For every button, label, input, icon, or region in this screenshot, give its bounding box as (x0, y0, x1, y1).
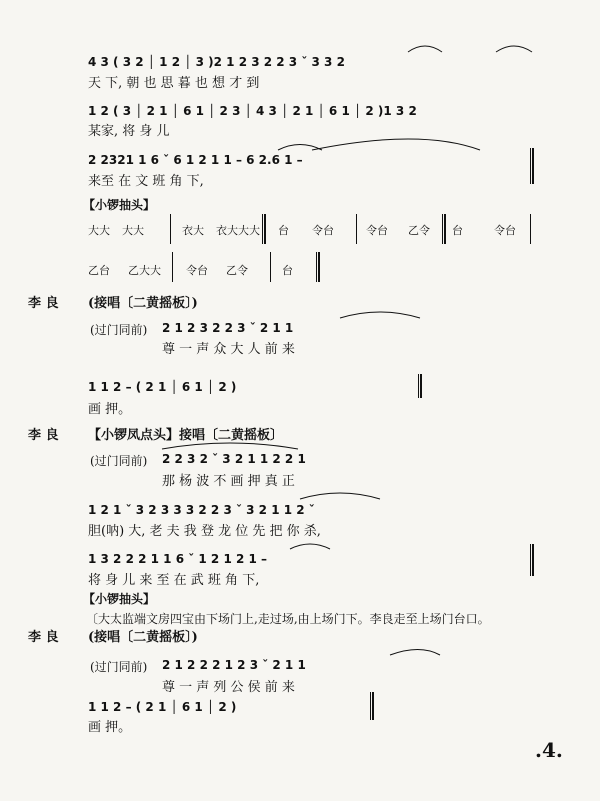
notation-row-8: 1 3 2 2 2 1 1 6 ˇ 1 2 1 2 1 – (88, 552, 268, 566)
stage-direction: 〔大太监端文房四宝由下场门上,走过场,由上场门下。李良走至上场门台口。 (86, 612, 490, 626)
lyrics-row-1: 天 下, 朝 也 思 暮 也 想 才 到 (88, 76, 260, 91)
notation-row-9: 2 1 2 2 2 1 2 3 ˇ 2 1 1 (162, 658, 306, 672)
lyrics-row-6: 那 杨 波 不 画 押 真 正 (162, 474, 295, 489)
role-name-3: 李 良 (28, 630, 59, 645)
slur (340, 312, 420, 318)
perc-11: 乙台 (88, 264, 110, 277)
notation-row-4: 2 1 2 3 2 2 3 ˇ 2 1 1 (162, 321, 294, 335)
role-name-1: 李 良 (28, 296, 59, 311)
perc-9: 台 (452, 224, 463, 237)
perc-2: 大大 (122, 224, 144, 237)
slur (390, 650, 440, 656)
perc-8: 乙令 (408, 224, 430, 237)
perc-13: 令台 (186, 264, 208, 277)
page-number: .4. (535, 738, 563, 762)
slur (496, 46, 532, 52)
lyrics-row-8: 将 身 儿 来 至 在 武 班 角 下, (88, 573, 260, 588)
lyrics-row-5: 画 押。 (88, 402, 132, 417)
notation-row-7: 1 2 1 ˇ 3 2 3 3 3 2 2 3 ˇ 3 2 1 1 2 ˇ (88, 503, 315, 517)
perc-5: 台 (278, 224, 289, 237)
role-name-2: 李 良 (28, 428, 59, 443)
slur (162, 443, 298, 449)
notation-row-5: 1 1 2 – ( 2 1 │ 6 1 │ 2 ) (88, 380, 237, 394)
notation-row-3: 2 2321 1 6 ˇ 6 1 2 1 1 – 6 2.6 1 – (88, 153, 303, 167)
lyrics-row-3: 来至 在 文 班 角 下, (88, 174, 204, 189)
lyrics-row-2: 某家, 将 身 儿 (88, 124, 170, 139)
perc-7: 令台 (366, 224, 388, 237)
percussion-label-1: 【小锣抽头】 (83, 198, 156, 212)
percussion-label-2: 【小锣抽头】 (83, 592, 156, 606)
prelude-3: (过门同前) (90, 660, 148, 674)
notation-row-1: 4 3 ( 3 2 │ 1 2 │ 3 )2 1 2 3 2 2 3 ˇ 3 3 2 (88, 55, 345, 69)
singing-cue-2: 【小锣凤点头】接唱〔二黄摇板〕 (88, 428, 284, 443)
notation-row-2: 1 2 ( 3 │ 2 1 │ 6 1 │ 2 3 │ 4 3 │ 2 1 │ 6 1 │ 2 )1 3 2 (88, 104, 417, 118)
perc-12: 乙大大 (128, 264, 161, 277)
perc-6: 令台 (312, 224, 334, 237)
slur (300, 493, 380, 499)
slur (312, 139, 480, 150)
lyrics-row-7: 胆(呐) 大, 老 夫 我 登 龙 位 先 把 你 杀, (88, 524, 321, 539)
lyrics-row-9: 尊 一 声 列 公 侯 前 来 (162, 680, 295, 695)
perc-15: 台 (282, 264, 293, 277)
singing-cue-3: (接唱〔二黄摇板〕) (88, 630, 198, 645)
perc-1: 大大 (88, 224, 110, 237)
prelude-1: (过门同前) (90, 323, 148, 337)
perc-14: 乙令 (226, 264, 248, 277)
slur (408, 46, 442, 52)
lyrics-row-10: 画 押。 (88, 720, 132, 735)
perc-4: 衣大大大 (216, 224, 260, 237)
notation-row-6: 2 2 3 2 ˇ 3 2 1 1 2 2 1 (162, 452, 306, 466)
perc-3: 衣大 (182, 224, 204, 237)
prelude-2: (过门同前) (90, 454, 148, 468)
perc-10: 令台 (494, 224, 516, 237)
lyrics-row-4: 尊 一 声 众 大 人 前 来 (162, 342, 295, 357)
singing-cue-1: (接唱〔二黄摇板〕) (88, 296, 198, 311)
slur (290, 544, 330, 549)
notation-row-10: 1 1 2 – ( 2 1 │ 6 1 │ 2 ) (88, 700, 237, 714)
